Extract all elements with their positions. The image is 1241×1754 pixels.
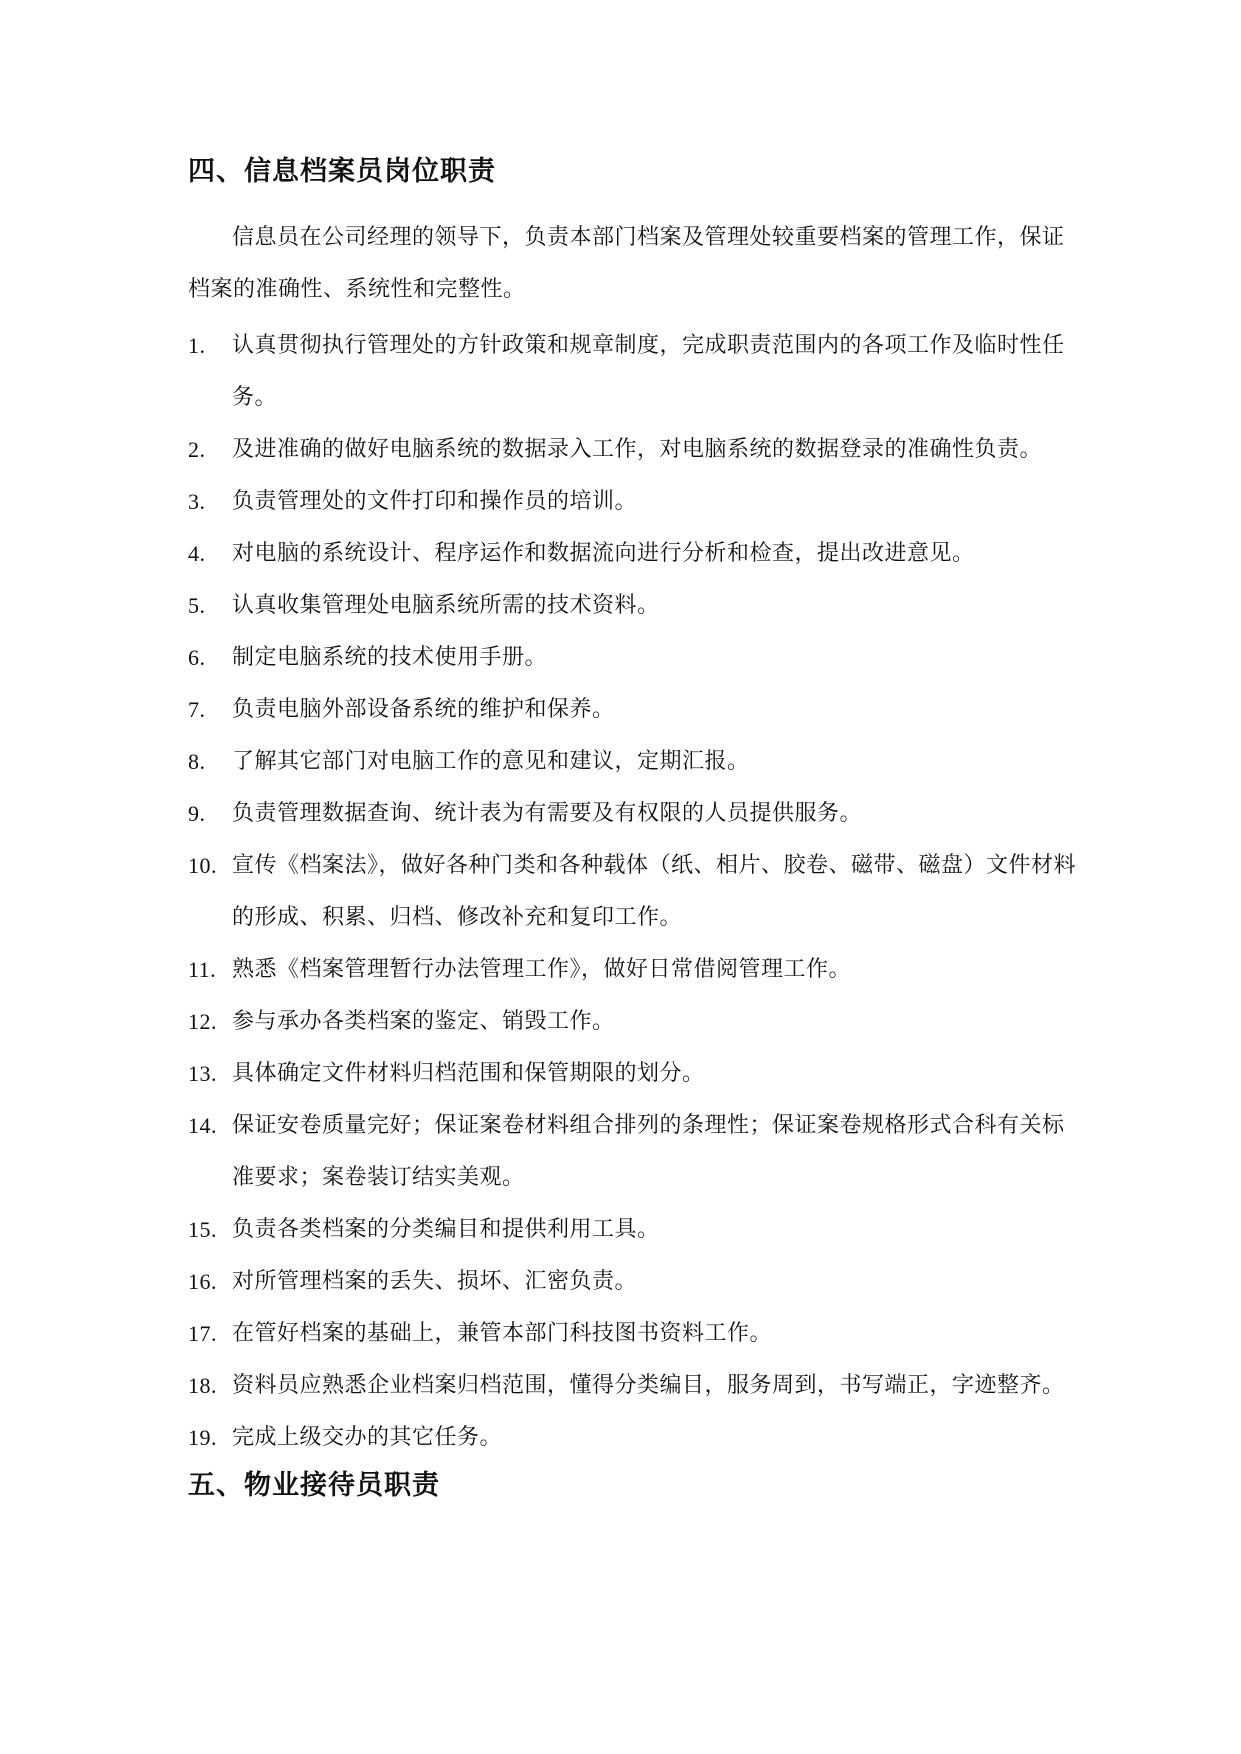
duty-item-7 — [188, 684, 1083, 736]
duty-number: 17. — [188, 1321, 217, 1346]
duty-text: 在管好档案的基础上，兼管本部门科技图书资料工作。 — [232, 1321, 773, 1346]
document-content — [188, 152, 1083, 1506]
section-heading-property-receptionist: 五、物业接待员职责 — [188, 1470, 440, 1501]
duty-number: 3. — [188, 489, 206, 514]
duty-text: 宣传《档案法》，做好各种门类和各种载体（纸、相片、胶卷、磁带、磁盘）文件材料的形成、积累、归档、修改补充和复印工作。 — [232, 853, 1077, 930]
duty-item-2 — [188, 424, 1083, 476]
duty-item-10 — [188, 840, 1083, 944]
duty-number: 11. — [188, 957, 217, 982]
duty-number: 16. — [188, 1269, 217, 1294]
duty-number: 12. — [188, 1009, 217, 1034]
duty-item-14 — [188, 1100, 1083, 1204]
duty-text: 负责各类档案的分类编目和提供利用工具。 — [232, 1217, 660, 1242]
duty-item-9 — [188, 788, 1083, 840]
duty-number: 5. — [188, 593, 206, 618]
duty-item-17 — [188, 1308, 1083, 1360]
intro-paragraph: 信息员在公司经理的领导下，负责本部门档案及管理处较重要档案的管理工作，保证档案的准确性、系统性和完整性。 — [188, 225, 1065, 302]
duty-text: 资料员应熟悉企业档案归档范围，懂得分类编目，服务周到，书写端正，字迹整齐。 — [232, 1373, 1065, 1398]
duty-number: 1. — [188, 333, 206, 358]
duty-number: 18. — [188, 1373, 217, 1398]
duty-item-8 — [188, 736, 1083, 788]
duty-text: 参与承办各类档案的鉴定、销毁工作。 — [232, 1009, 615, 1034]
duty-number: 4. — [188, 541, 206, 566]
duty-text: 及进准确的做好电脑系统的数据录入工作，对电脑系统的数据登录的准确性负责。 — [232, 437, 1043, 462]
duty-text: 负责管理数据查询、统计表为有需要及有权限的人员提供服务。 — [232, 801, 863, 826]
duty-item-16 — [188, 1256, 1083, 1308]
duty-text: 保证安卷质量完好；保证案卷材料组合排列的条理性；保证案卷规格形式合科有关标准要求；案卷装订结实美观。 — [232, 1113, 1065, 1190]
duty-number: 2. — [188, 437, 206, 462]
duty-item-15 — [188, 1204, 1083, 1256]
section-heading-information-archivist: 四、信息档案员岗位职责 — [188, 156, 496, 187]
duty-text: 负责管理处的文件打印和操作员的培训。 — [232, 489, 638, 514]
duty-item-4 — [188, 528, 1083, 580]
duty-item-6 — [188, 632, 1083, 684]
duty-text: 具体确定文件材料归档范围和保管期限的划分。 — [232, 1061, 705, 1086]
duty-item-5 — [188, 580, 1083, 632]
duty-number: 13. — [188, 1061, 217, 1086]
duty-number: 9. — [188, 801, 206, 826]
duty-text: 制定电脑系统的技术使用手册。 — [232, 645, 548, 670]
duty-text: 完成上级交办的其它任务。 — [232, 1425, 503, 1450]
duty-item-13 — [188, 1048, 1083, 1100]
duty-text: 熟悉《档案管理暂行办法管理工作》，做好日常借阅管理工作。 — [232, 957, 852, 982]
duty-text: 认真收集管理处电脑系统所需的技术资料。 — [232, 593, 660, 618]
duty-number: 10. — [188, 853, 217, 878]
duty-text: 对电脑的系统设计、程序运作和数据流向进行分析和检查，提出改进意见。 — [232, 541, 975, 566]
duty-number: 6. — [188, 645, 206, 670]
duty-item-19 — [188, 1412, 1083, 1464]
duty-number: 7. — [188, 697, 206, 722]
duty-item-1 — [188, 320, 1083, 424]
duty-text: 认真贯彻执行管理处的方针政策和规章制度，完成职责范围内的各项工作及临时性任务。 — [232, 333, 1065, 410]
duty-text: 负责电脑外部设备系统的维护和保养。 — [232, 697, 615, 722]
duty-text: 对所管理档案的丢失、损坏、汇密负责。 — [232, 1269, 638, 1294]
duty-number: 8. — [188, 749, 206, 774]
duty-text: 了解其它部门对电脑工作的意见和建议，定期汇报。 — [232, 749, 750, 774]
duty-item-12 — [188, 996, 1083, 1048]
duty-item-11 — [188, 944, 1083, 996]
duty-number: 19. — [188, 1425, 217, 1450]
duty-item-18 — [188, 1360, 1083, 1412]
duty-number: 14. — [188, 1113, 217, 1138]
duty-number: 15. — [188, 1217, 217, 1242]
duty-list — [188, 320, 1083, 1464]
duty-item-3 — [188, 476, 1083, 528]
